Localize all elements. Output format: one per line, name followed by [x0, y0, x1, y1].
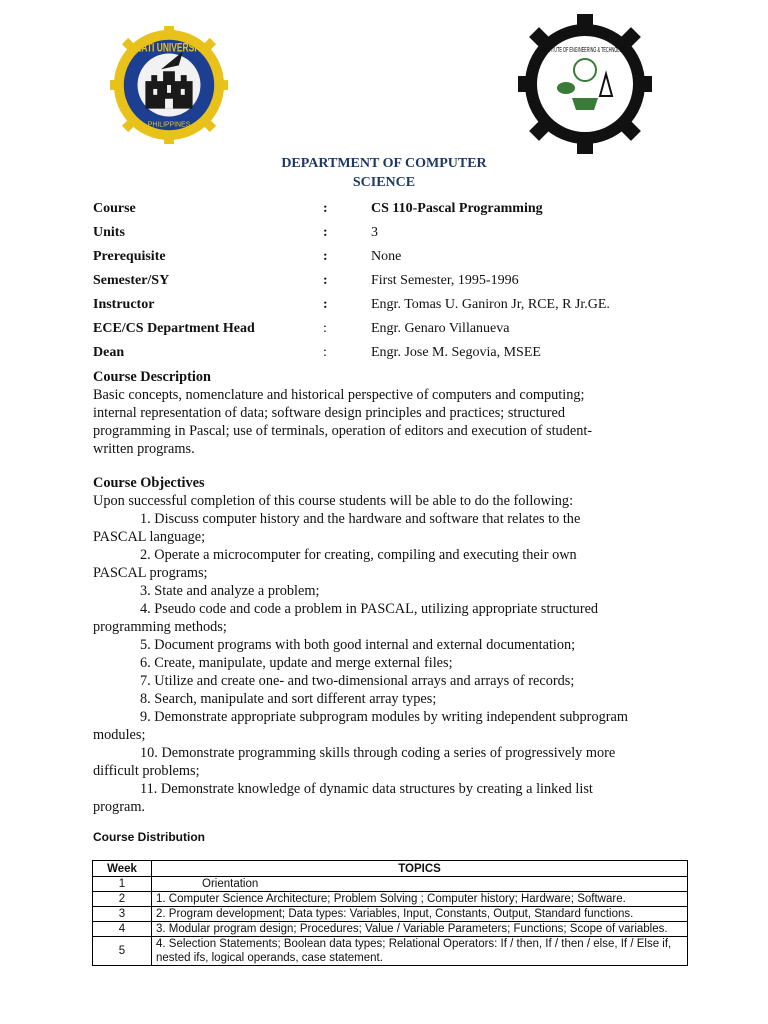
info-value: First Semester, 1995-1996	[371, 273, 519, 288]
objective-item: 7. Utilize and create one- and two-dimensional arrays and arrays of records;	[140, 673, 575, 689]
course-objectives	[93, 474, 653, 816]
page-title-line2: SCIENCE	[352, 175, 416, 190]
week-column-header: Week	[93, 861, 152, 877]
course-distribution-heading: Course Distribution	[93, 830, 206, 844]
info-label: Units	[93, 225, 125, 240]
page-title	[0, 154, 768, 192]
course-description	[93, 368, 653, 458]
info-label: Instructor	[93, 297, 155, 312]
logo-left-name: FEATI UNIVERSITY	[130, 40, 208, 55]
info-label: ECE/CS Department Head	[93, 321, 255, 336]
description-line: internal representation of data; software design principles and practices; structured	[93, 405, 566, 421]
description-line: written programs.	[93, 441, 195, 457]
week-cell: 1	[93, 877, 152, 892]
info-value: Engr. Genaro Villanueva	[371, 321, 510, 336]
info-row-department-head	[93, 320, 693, 344]
topic-cell: Orientation	[152, 877, 688, 892]
info-value: Engr. Tomas U. Ganiron Jr, RCE, R Jr.GE.	[371, 297, 610, 312]
objective-item: 4. Pseudo code and code a problem in PASCAL, utilizing appropriate structured programming methods;	[93, 601, 599, 635]
info-row-course	[93, 200, 693, 224]
section-heading: Course Objectives	[93, 475, 205, 491]
info-row-instructor	[93, 296, 693, 320]
course-info	[93, 200, 693, 368]
logo-left-subtext: PHILIPPINES	[147, 121, 191, 129]
info-colon: :	[323, 273, 328, 288]
info-colon: :	[323, 297, 328, 312]
objective-item: 9. Demonstrate appropriate subprogram modules by writing independent subprogram modules;	[93, 709, 628, 743]
info-value: None	[371, 249, 402, 264]
section-heading: Course Description	[93, 369, 211, 385]
objectives-intro: Upon successful completion of this course students will be able to do the following:	[93, 493, 574, 509]
feati-university-logo	[110, 26, 228, 144]
course-distribution-table	[92, 860, 688, 966]
page-title-line1: DEPARTMENT OF COMPUTER	[281, 156, 487, 171]
info-row-units	[93, 224, 693, 248]
info-colon: :	[323, 225, 328, 240]
info-value: CS 110-Pascal Programming	[371, 201, 543, 216]
info-colon: :	[323, 201, 328, 216]
info-row-dean	[93, 344, 693, 368]
table-header-row	[93, 861, 688, 877]
institute-engineering-logo	[510, 14, 660, 154]
objective-item: 6. Create, manipulate, update and merge external files;	[140, 655, 453, 671]
globe-icon	[557, 82, 575, 94]
objective-item: 1. Discuss computer history and the hardware and software that relates to the PASCAL language;	[93, 511, 581, 545]
week-cell: 5	[93, 937, 152, 966]
objective-item: 5. Document programs with both good internal and external documentation;	[140, 637, 576, 653]
info-row-prerequisite	[93, 248, 693, 272]
objective-item: 2. Operate a microcomputer for creating, compiling and executing their own PASCAL programs;	[93, 547, 577, 581]
topic-cell: 3. Modular program design; Procedures; Value / Variable Parameters; Functions; Scope of variables.	[152, 922, 688, 937]
info-value: Engr. Jose M. Segovia, MSEE	[371, 345, 541, 360]
info-row-semester	[93, 272, 693, 296]
info-colon: :	[323, 249, 328, 264]
table-row	[93, 892, 688, 907]
info-colon: :	[323, 321, 327, 336]
table-row	[93, 922, 688, 937]
table-row	[93, 937, 688, 966]
topics-column-header: TOPICS	[152, 861, 688, 877]
logo-right-name: INSTITUTE OF ENGINEERING & TECHNOLOGY	[542, 47, 629, 54]
topic-cell: 1. Computer Science Architecture; Problem Solving ; Computer history; Hardware; Software.	[152, 892, 688, 907]
dish-icon	[572, 98, 598, 110]
info-value: 3	[371, 225, 378, 240]
description-line: programming in Pascal; use of terminals, operation of editors and execution of student-	[93, 423, 593, 439]
week-cell: 4	[93, 922, 152, 937]
info-label: Dean	[93, 345, 125, 360]
topic-cell: 2. Program development; Data types: Variables, Input, Constants, Output, Standard functions.	[152, 907, 688, 922]
info-label: Semester/SY	[93, 273, 170, 288]
description-line: Basic concepts, nomenclature and historical perspective of computers and computing;	[93, 387, 585, 403]
objective-item: 11. Demonstrate knowledge of dynamic data structures by creating a linked list program.	[93, 781, 593, 815]
table-row	[93, 907, 688, 922]
info-colon: :	[323, 345, 327, 360]
topic-cell: 4. Selection Statements; Boolean data types; Relational Operators: If / then, If / then / else, If / Else if, nested ifs, logical operands, case statement.	[152, 937, 688, 966]
table-row	[93, 877, 688, 892]
week-cell: 2	[93, 892, 152, 907]
week-cell: 3	[93, 907, 152, 922]
info-label: Prerequisite	[93, 249, 166, 264]
info-label: Course	[93, 201, 136, 216]
objective-item: 10. Demonstrate programming skills through coding a series of progressively more difficult problems;	[93, 745, 616, 779]
objective-item: 8. Search, manipulate and sort different array types;	[140, 691, 437, 707]
objective-item: 3. State and analyze a problem;	[140, 583, 320, 599]
